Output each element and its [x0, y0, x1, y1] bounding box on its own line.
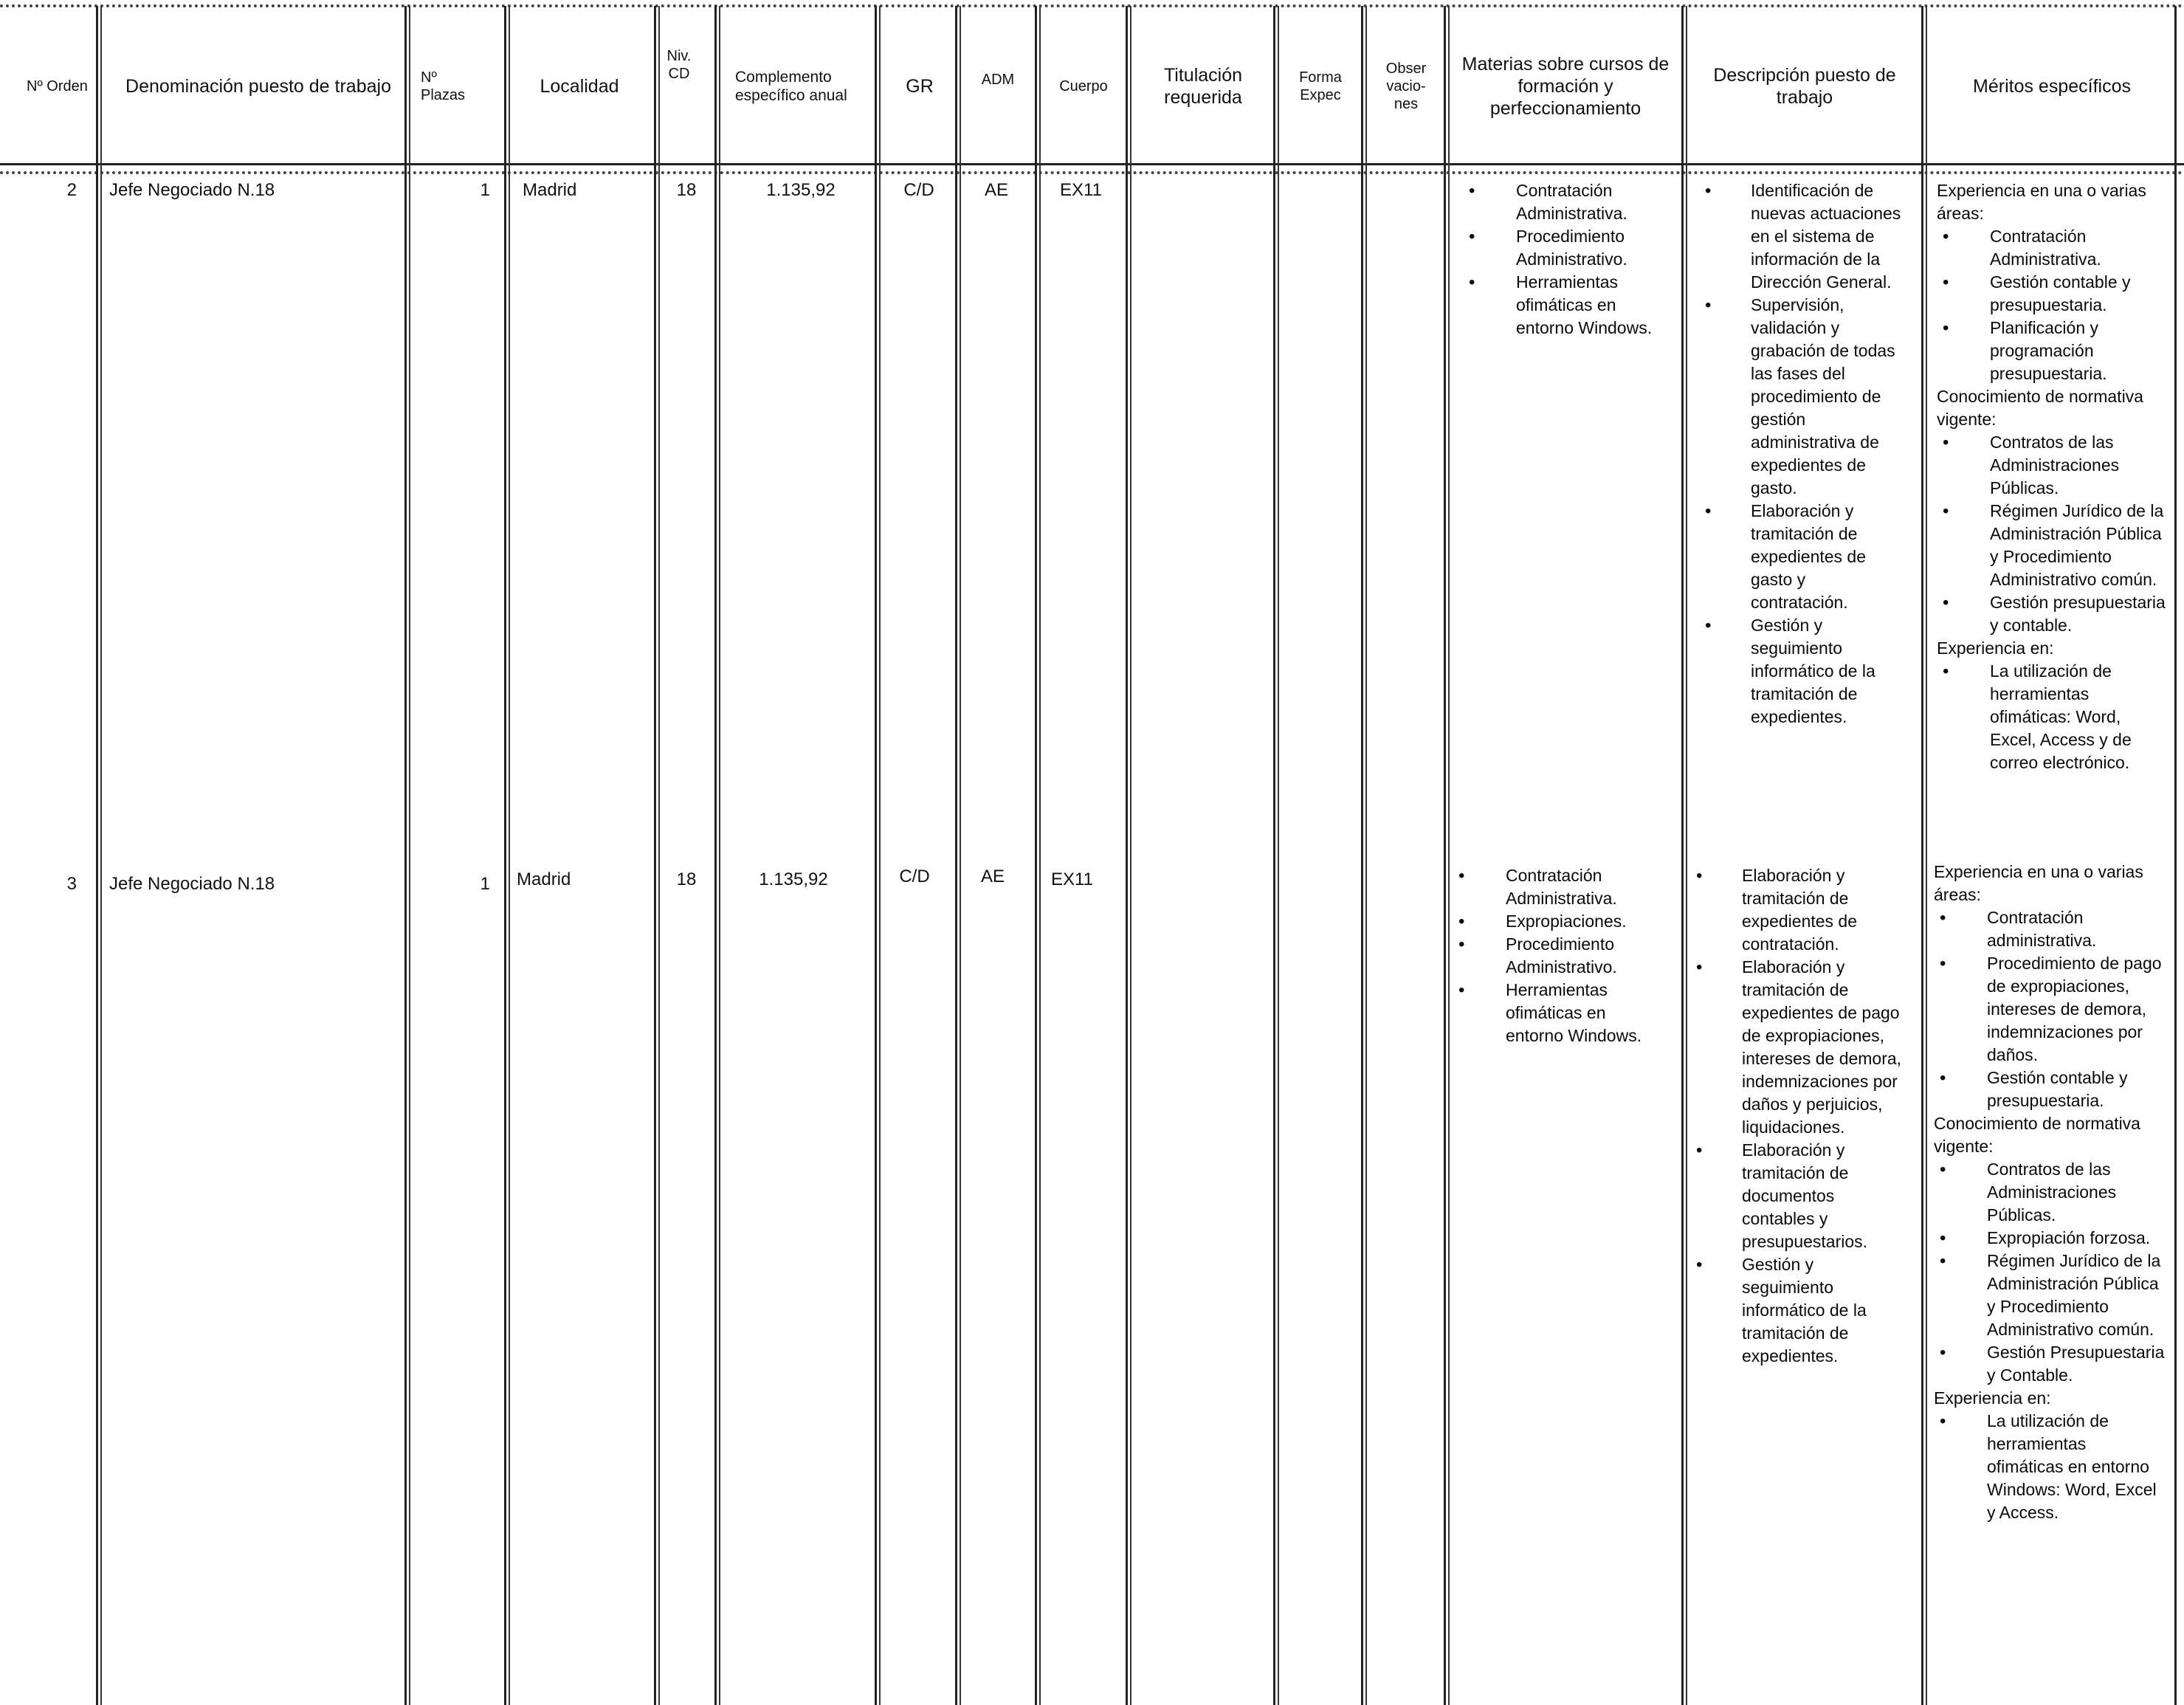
bullet-icon: •	[1943, 272, 1949, 292]
merit-heading: Experiencia en:	[1934, 1388, 2051, 1408]
list-item	[1937, 591, 2166, 637]
list-item	[1696, 1253, 1903, 1368]
row-descripcion	[1696, 864, 1903, 1368]
list-item-text: Procedimiento Administrativo.	[1516, 227, 1627, 269]
bullet-icon: •	[1705, 616, 1712, 636]
row-complemento: 1.135,92	[759, 869, 828, 889]
row-complemento: 1.135,92	[766, 180, 836, 200]
list-item	[1934, 1067, 2166, 1112]
header-orden: Nº Orden	[27, 78, 88, 94]
list-item	[1937, 431, 2166, 500]
list-item	[1934, 1227, 2166, 1250]
list-item-text: Herramientas ofimáticas en entorno Windows.	[1516, 272, 1653, 337]
list-item	[1937, 271, 2166, 317]
row-plazas: 1	[480, 874, 490, 894]
row-materias	[1458, 864, 1665, 1047]
list-item	[1458, 979, 1665, 1047]
bullet-icon: •	[1943, 593, 1949, 613]
list-item	[1458, 933, 1665, 979]
column-divider	[96, 6, 98, 1705]
list-item-text: Contratos de las Administraciones Públicas.	[1990, 433, 2120, 497]
merit-list	[1937, 431, 2166, 637]
bullet-icon: •	[1943, 318, 1949, 338]
list-item-text: Contratación Administrativa.	[1506, 866, 1617, 908]
column-divider	[404, 6, 407, 1705]
bullet-icon: •	[1940, 1251, 1946, 1271]
bullet-icon: •	[1469, 181, 1475, 201]
list-item-text: Procedimiento de pago de expropiaciones, intereses de demora, indemnizaciones por daños.	[1987, 954, 2162, 1064]
row-denominacion: Jefe Negociado N.18	[109, 874, 275, 894]
list-item-text: Elaboración y tramitación de expedientes de contratación.	[1742, 866, 1858, 954]
column-divider	[1273, 6, 1275, 1705]
list-item	[1934, 1158, 2166, 1227]
list-item-text: Régimen Jurídico de la Administración Pública y Procedimiento Administrativo común.	[1987, 1251, 2161, 1339]
list-item	[1696, 864, 1903, 956]
bullet-icon: •	[1458, 912, 1465, 931]
list-item-text: La utilización de herramientas ofimáticas: Word, Excel, Access y de correo electrónico.	[1990, 661, 2132, 772]
list-item	[1934, 1341, 2166, 1387]
header-forma: Forma Expec	[1299, 69, 1342, 103]
list-item-text: Contratos de las Administraciones Públicas.	[1987, 1160, 2117, 1224]
bullet-icon: •	[1469, 227, 1475, 247]
list-item	[1934, 952, 2166, 1067]
header-descripcion: Descripción puesto de trabajo	[1713, 64, 1896, 108]
header-bottom-dotted	[0, 171, 2184, 174]
column-divider	[2174, 6, 2177, 1705]
row-cuerpo: EX11	[1060, 180, 1102, 200]
merit-heading: Conocimiento de normativa vigente:	[1934, 1114, 2140, 1156]
bullet-icon: •	[1696, 1140, 1703, 1160]
list-item	[1937, 225, 2166, 271]
column-divider	[955, 6, 957, 1705]
header-bottom-border	[0, 163, 2184, 165]
bullet-icon: •	[1943, 433, 1949, 452]
list-item-text: Gestión Presupuestaria y Contable.	[1987, 1343, 2165, 1385]
merit-heading: Conocimiento de normativa vigente:	[1937, 387, 2143, 429]
header-adm: ADM	[981, 72, 1015, 88]
column-divider	[654, 6, 656, 1705]
merit-heading: Experiencia en una o varias áreas:	[1937, 181, 2146, 223]
row-adm: AE	[984, 180, 1008, 200]
row-plazas: 1	[480, 180, 490, 200]
column-divider	[875, 6, 877, 1705]
merit-list	[1937, 225, 2166, 385]
list-item-text: Planificación y programación presupuestaria.	[1990, 318, 2107, 383]
header-plazas: Nº Plazas	[421, 69, 466, 103]
column-divider	[1681, 6, 1684, 1705]
merit-list	[1934, 1410, 2166, 1524]
list-item-text: Procedimiento Administrativo.	[1506, 934, 1617, 976]
list-item-text: Gestión y seguimiento informático de la tramitación de expedientes.	[1742, 1255, 1867, 1365]
header-materias: Materias sobre cursos de formación y perfeccionamiento	[1461, 53, 1670, 119]
bullet-icon: •	[1458, 866, 1465, 886]
bullet-icon: •	[1705, 501, 1712, 521]
merit-heading: Experiencia en una o varias áreas:	[1934, 862, 2143, 904]
header-observaciones: Obser vacio- nes	[1385, 60, 1427, 112]
list-item-text: Supervisión, validación y grabación de todas las fases del procedimiento de gestión administrativa de expedientes de gasto.	[1751, 295, 1895, 497]
header-nivel: Niv. CD	[666, 48, 692, 82]
header-cuerpo: Cuerpo	[1059, 78, 1108, 94]
column-divider	[1035, 6, 1037, 1705]
column-divider	[1921, 6, 1923, 1705]
list-item	[1934, 1410, 2166, 1524]
row-orden: 3	[66, 874, 77, 894]
list-item	[1937, 660, 2166, 774]
bullet-icon: •	[1696, 957, 1703, 977]
column-divider	[504, 6, 506, 1705]
bullet-icon: •	[1943, 661, 1949, 681]
list-item-text: Identificación de nuevas actuaciones en el sistema de información de la Dirección General.	[1751, 181, 1901, 292]
row-descripcion	[1705, 179, 1904, 728]
list-item	[1469, 179, 1668, 225]
bullet-icon: •	[1696, 866, 1703, 886]
bullet-icon: •	[1705, 295, 1712, 315]
list-item	[1696, 1139, 1903, 1253]
row-localidad: Madrid	[517, 869, 571, 889]
column-divider	[714, 6, 717, 1705]
list-item	[1705, 294, 1904, 500]
column-divider	[1444, 6, 1446, 1705]
bullet-icon: •	[1940, 1343, 1946, 1363]
row-materias	[1469, 179, 1668, 340]
header-complemento: Complemento específico anual	[735, 68, 847, 104]
header-denominacion: Denominación puesto de trabajo	[125, 75, 391, 97]
bullet-icon: •	[1940, 1411, 1946, 1431]
bullet-icon: •	[1943, 227, 1949, 247]
list-item	[1696, 956, 1903, 1139]
list-item-text: Gestión y seguimiento informático de la tramitación de expedientes.	[1751, 616, 1875, 726]
merit-list	[1934, 1158, 2166, 1387]
list-item-text: Expropiación forzosa.	[1987, 1228, 2151, 1247]
list-item-text: Gestión contable y presupuestaria.	[1990, 272, 2131, 314]
list-item-text: Elaboración y tramitación de expedientes de pago de expropiaciones, intereses de demora, indemnizaciones por daños y perjuicios, liquidaciones.	[1742, 957, 1902, 1137]
list-item-text: Gestión presupuestaria y contable.	[1990, 593, 2166, 635]
merit-list	[1937, 660, 2166, 774]
list-item-text: Contratación Administrativa.	[1990, 227, 2101, 269]
list-item	[1937, 317, 2166, 385]
bullet-icon: •	[1458, 980, 1465, 1000]
bullet-icon: •	[1940, 1068, 1946, 1088]
merit-heading: Experiencia en:	[1937, 638, 2054, 658]
list-item-text: Régimen Jurídico de la Administración Pública y Procedimiento Administrativo común.	[1990, 501, 2164, 589]
bullet-icon: •	[1940, 908, 1946, 928]
list-item-text: Herramientas ofimáticas en entorno Windows.	[1506, 980, 1642, 1045]
list-item	[1934, 1250, 2166, 1341]
row-gr: C/D	[903, 180, 934, 200]
list-item	[1705, 614, 1904, 728]
list-item-text: La utilización de herramientas ofimáticas en entorno Windows: Word, Excel y Access.	[1987, 1411, 2157, 1522]
list-item	[1934, 906, 2166, 952]
bullet-icon: •	[1943, 501, 1949, 521]
table-top-border	[0, 4, 2184, 7]
list-item	[1937, 500, 2166, 591]
list-item-text: Elaboración y tramitación de documentos contables y presupuestarios.	[1742, 1140, 1868, 1251]
bullet-icon: •	[1458, 934, 1465, 954]
list-item	[1469, 271, 1668, 340]
bullet-icon: •	[1940, 1228, 1946, 1248]
bullet-icon: •	[1696, 1255, 1703, 1275]
merit-list	[1934, 906, 2166, 1112]
row-localidad: Madrid	[523, 180, 577, 200]
column-divider	[1361, 6, 1363, 1705]
row-meritos	[1934, 861, 2166, 1524]
header-gr: GR	[906, 75, 934, 97]
list-item	[1458, 864, 1665, 910]
bullet-icon: •	[1940, 1160, 1946, 1179]
list-item	[1705, 500, 1904, 614]
row-orden: 2	[66, 180, 77, 200]
row-denominacion: Jefe Negociado N.18	[109, 180, 275, 200]
header-localidad: Localidad	[540, 75, 619, 97]
list-item-text: Gestión contable y presupuestaria.	[1987, 1068, 2128, 1110]
row-nivel: 18	[676, 180, 697, 200]
list-item	[1458, 910, 1665, 933]
list-item	[1469, 225, 1668, 271]
header-titulacion: Titulación requerida	[1163, 64, 1243, 108]
row-meritos	[1937, 179, 2166, 774]
row-nivel: 18	[676, 869, 697, 889]
list-item-text: Expropiaciones.	[1506, 912, 1627, 931]
bullet-icon: •	[1469, 272, 1475, 292]
list-item	[1705, 179, 1904, 294]
list-item-text: Contratación administrativa.	[1987, 908, 2097, 950]
header-meritos: Méritos específicos	[1973, 75, 2131, 97]
list-item-text: Elaboración y tramitación de expedientes de gasto y contratación.	[1751, 501, 1867, 612]
row-adm: AE	[980, 867, 1005, 886]
bullet-icon: •	[1705, 181, 1712, 201]
row-gr: C/D	[899, 867, 930, 886]
bullet-icon: •	[1940, 954, 1946, 974]
row-cuerpo: EX11	[1051, 869, 1093, 889]
list-item-text: Contratación Administrativa.	[1516, 181, 1627, 223]
column-divider	[1126, 6, 1128, 1705]
